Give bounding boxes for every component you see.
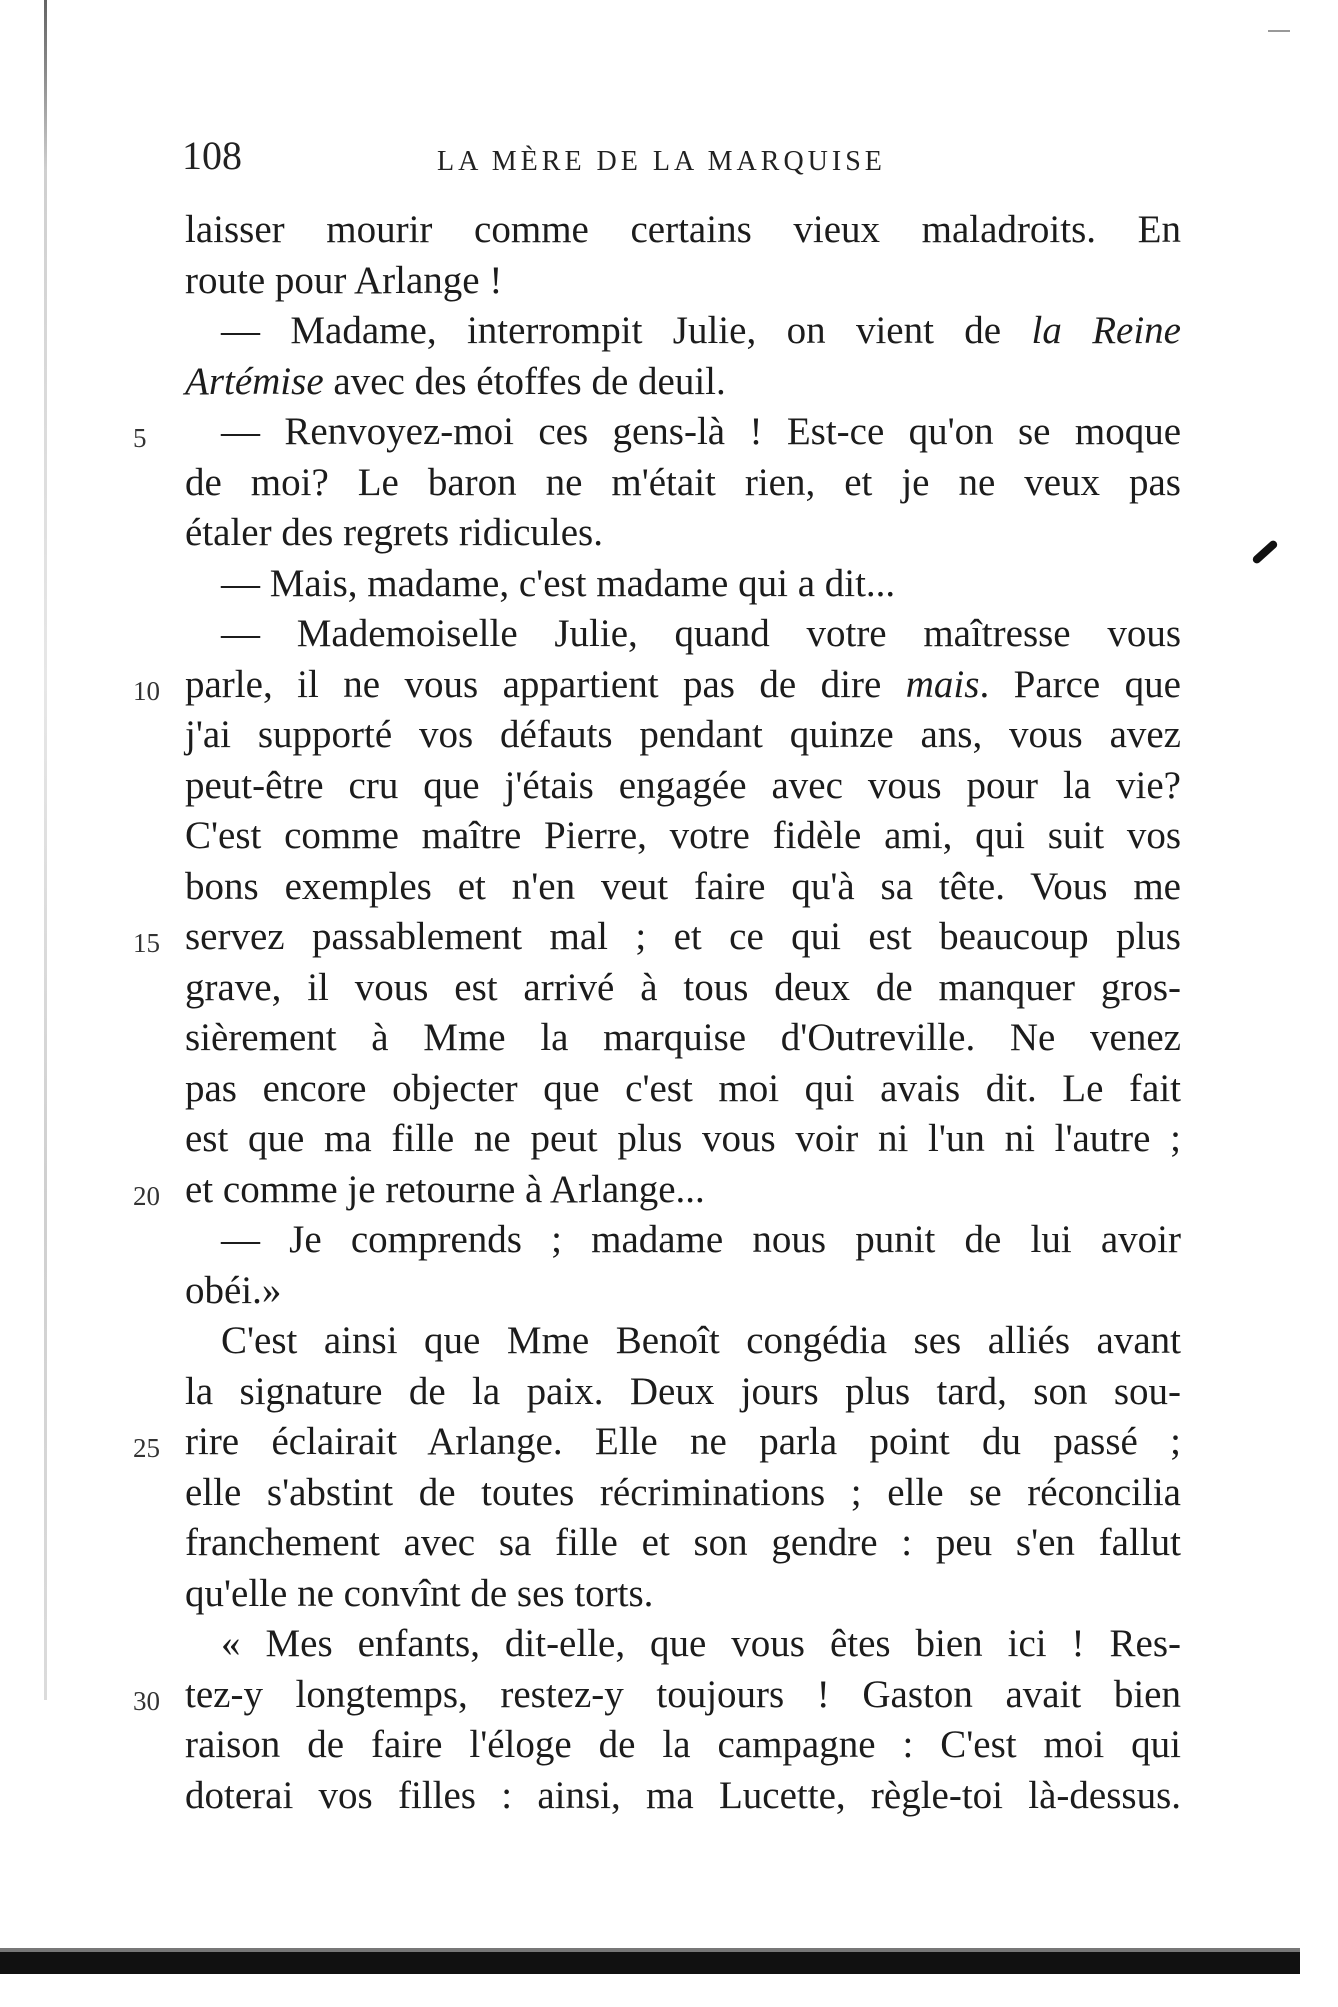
text-line: C'est ainsi que Mme Benoît congédia ses alliés avant xyxy=(221,1319,1181,1362)
line-number: 30 xyxy=(133,1685,160,1716)
text-line: qu'elle ne convînt de ses torts. xyxy=(185,1571,654,1615)
text-line: Artémise avec des étoffes de deuil. xyxy=(185,359,726,403)
text-line: 25 rire éclairait Arlange. Elle ne parla point du passé ; xyxy=(185,1417,1181,1468)
text-line: — Je comprends ; madame nous punit de lui avoir xyxy=(221,1218,1181,1261)
text-line: sièrement à Mme la marquise d'Outreville. Ne venez xyxy=(185,1016,1181,1059)
text-line: 20 et comme je retourne à Arlange... xyxy=(185,1165,1181,1216)
scan-edge-bottom xyxy=(0,1952,1300,1974)
text-line: 10 parle, il ne vous appartient pas de dire mais. Parce que xyxy=(185,660,1181,711)
line-number: 15 xyxy=(133,928,160,958)
text-line: étaler des regrets ridicules. xyxy=(185,511,603,554)
text-line: « Mes enfants, dit-elle, que vous êtes bien ici ! Res- xyxy=(221,1622,1181,1665)
text-line: pas encore objecter que c'est moi qui avais dit. Le fait xyxy=(185,1066,1181,1110)
line-number: 20 xyxy=(133,1180,160,1211)
text-line: — Madame, interrompit Julie, on vient de la Reine xyxy=(221,309,1181,352)
text-line: 5 — Renvoyez-moi ces gens-là ! Est-ce qu'on se moque xyxy=(185,407,1181,458)
text-line: C'est comme maître Pierre, votre fidèle ami, qui suit vos xyxy=(185,814,1181,857)
text-line: bons exemples et n'en veut faire qu'à sa tête. Vous me xyxy=(185,864,1181,908)
text-line: franchement avec sa fille et son gendre : peu s'en fallut xyxy=(185,1521,1181,1564)
line-number: 25 xyxy=(133,1433,160,1463)
body-text xyxy=(133,205,1181,1821)
text-line: j'ai supporté vos défauts pendant quinze ans, vous avez xyxy=(185,713,1181,756)
scan-mark-top-right xyxy=(1268,30,1290,32)
line-number: 10 xyxy=(133,675,160,706)
text-line: 30 tez-y longtemps, restez-y toujours ! Gaston avait bien xyxy=(185,1670,1181,1721)
text-line: raison de faire l'éloge de la campagne : C'est moi qui xyxy=(185,1723,1181,1766)
text-line: laisser mourir comme certains vieux maladroits. En xyxy=(185,208,1181,251)
text-line: doterai vos filles : ainsi, ma Lucette, règle-toi là-dessus. xyxy=(185,1773,1181,1817)
line-number: 5 xyxy=(133,423,147,453)
text-line: la signature de la paix. Deux jours plus tard, son sou- xyxy=(185,1369,1181,1413)
text-line: grave, il vous est arrivé à tous deux de manquer gros- xyxy=(185,965,1181,1009)
text-line: — Mais, madame, c'est madame qui a dit... xyxy=(221,561,896,605)
running-title: LA MÈRE DE LA MARQUISE xyxy=(437,146,886,177)
page-number: 108 xyxy=(182,133,242,178)
text-line: de moi? Le baron ne m'était rien, et je ne veux pas xyxy=(185,460,1181,504)
text-line: route pour Arlange ! xyxy=(185,258,503,302)
page-header xyxy=(182,132,1182,188)
scan-edge-left xyxy=(44,0,47,1700)
text-line: obéi.» xyxy=(185,1268,282,1312)
text-line: elle s'abstint de toutes récriminations ; elle se réconcilia xyxy=(185,1470,1181,1514)
text-line: 15 servez passablement mal ; et ce qui est beaucoup plus xyxy=(185,912,1181,963)
text-line: est que ma fille ne peut plus vous voir ni l'un ni l'autre ; xyxy=(185,1117,1181,1160)
text-line: peut-être cru que j'étais engagée avec vous pour la vie? xyxy=(185,763,1181,807)
ink-mark xyxy=(1251,539,1279,565)
text-line: — Mademoiselle Julie, quand votre maîtresse vous xyxy=(221,612,1181,655)
